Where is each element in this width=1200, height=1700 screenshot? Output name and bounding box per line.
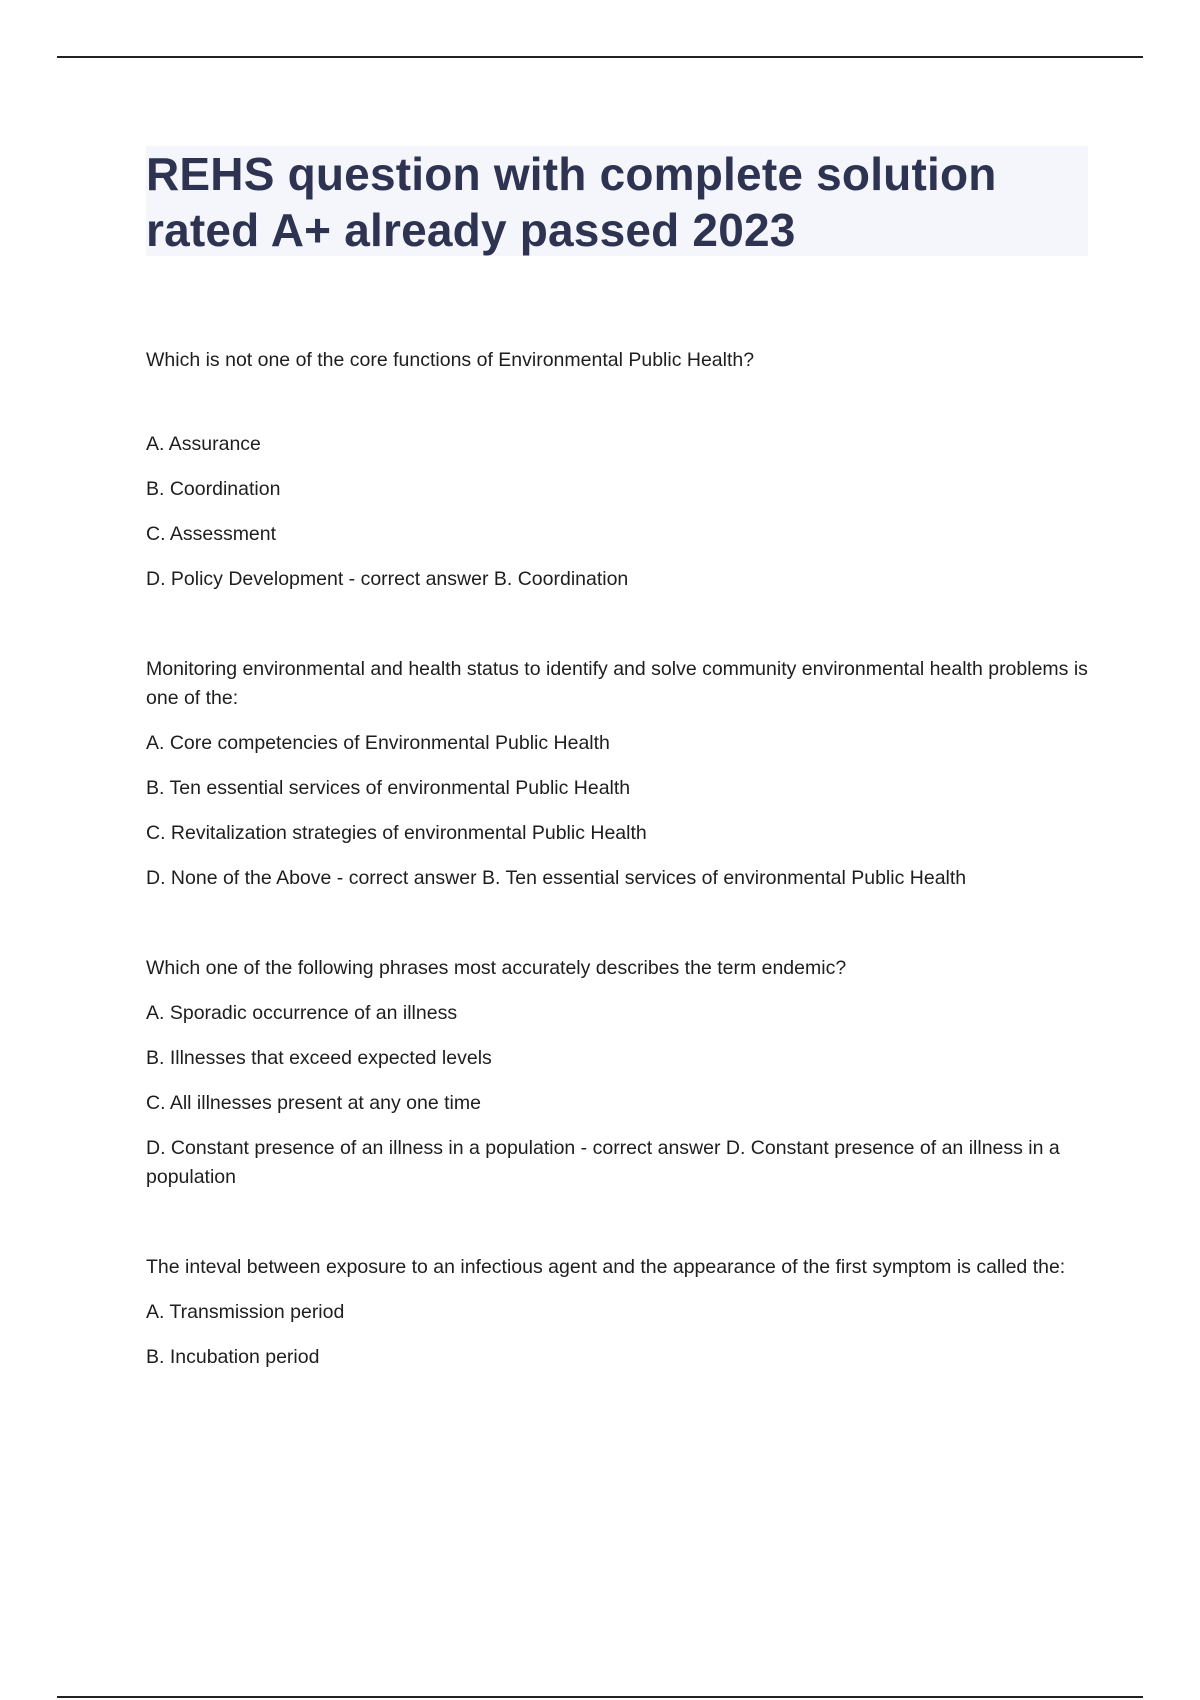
question-list <box>146 346 1088 1372</box>
question-2-text: Monitoring environmental and health status to identify and solve community environmental health problems is one of the: <box>146 658 1088 709</box>
question-3-text: Which one of the following phrases most accurately describes the term endemic? <box>146 957 847 979</box>
question-2-option-b: B. Ten essential services of environmental Public Health <box>146 777 631 799</box>
bottom-rule <box>57 1696 1143 1698</box>
question-2-option-c: C. Revitalization strategies of environmental Public Health <box>146 822 647 844</box>
question-1-option-a: A. Assurance <box>146 433 261 455</box>
question-4-option-b: B. Incubation period <box>146 1346 320 1368</box>
question-3-option-b: B. Illnesses that exceed expected levels <box>146 1047 492 1069</box>
question-3-option-c: C. All illnesses present at any one time <box>146 1092 481 1114</box>
question-1-option-d: D. Policy Development - correct answer B. Coordination <box>146 568 629 590</box>
question-4-text: The inteval between exposure to an infectious agent and the appearance of the first symptom is called the: <box>146 1256 1066 1278</box>
question-3-option-a: A. Sporadic occurrence of an illness <box>146 1002 458 1024</box>
question-3-option-d: D. Constant presence of an illness in a population - correct answer D. Constant presence of an illness in a population <box>146 1137 1060 1188</box>
title-banner <box>146 146 1088 256</box>
question-2-option-d: D. None of the Above - correct answer B. Ten essential services of environmental Public Health <box>146 867 967 889</box>
question-1-option-b: B. Coordination <box>146 478 281 500</box>
question-4-option-a: A. Transmission period <box>146 1301 345 1323</box>
question-2-option-a: A. Core competencies of Environmental Public Health <box>146 732 610 754</box>
top-rule <box>57 56 1143 58</box>
page-title: REHS question with complete solution rated A+ already passed 2023 <box>146 148 997 256</box>
question-1-text: Which is not one of the core functions of Environmental Public Health? <box>146 349 755 371</box>
question-1-option-c: C. Assessment <box>146 523 277 545</box>
